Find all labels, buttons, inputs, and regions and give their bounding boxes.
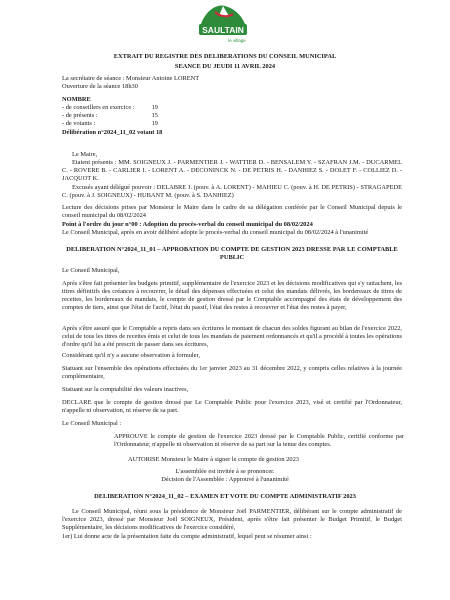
extract-title: EXTRAIT DU REGISTRE DES DELIBERATIONS DU CONSEIL MUNICIPAL — [113, 53, 337, 60]
deliberation-reference: Délibération n°2024_11_02 votant 18 — [62, 129, 163, 136]
council-decision-heading: Le Conseil Municipal : — [62, 420, 122, 427]
approve-clause: APPROUVE le compte de gestion de l'exercice 2023 dressé par le Comptable Public, certifié conforme par l'Ordonnateur, n'appelle ni observation ni réserve de sa part sur la tenue des comptes. — [114, 433, 404, 448]
mayor-line: Le Maire, — [72, 151, 98, 158]
secretary-line: La secrétaire de séance : Monsieur Antoine LORENT — [62, 75, 200, 82]
count-heading: NOMBRE — [62, 96, 91, 103]
deliberation-1-title: DELIBERATION N°2024_11_01 – APPROBATION DU COMPTE DE GESTION 2023 DRESSE PAR LE COMPTABLE PUBLIC — [66, 246, 398, 261]
saultain-logo — [193, 2, 253, 44]
opening-line: Ouverture de la séance 18h30 — [62, 83, 138, 90]
deliberation-1-paragraph: Considérant qu'il n'y a aucune observation à formuler, — [62, 352, 200, 359]
logo-text: SAULTAIN — [202, 25, 244, 35]
count-label: - de votants : — [62, 120, 96, 127]
council-line: Le Conseil Municipal, — [62, 267, 120, 274]
authorise-clause: AUTORISE Monsieur le Maire à signer le compte de gestion 2023 — [128, 456, 299, 463]
logo-graphic — [193, 2, 253, 44]
deliberation-1-paragraph: Statuant sur l'ensemble des opérations effectuées du 1er janvier 2023 au 31 décembre 2022, y compris celles relatives à la journée complémentaire, — [62, 365, 402, 380]
deliberation-1-paragraph: Statuant sur la comptabilité des valeurs inactives, — [62, 386, 189, 393]
logo-subtext: le village — [228, 38, 246, 43]
session-date: SEANCE DU JEUDI 11 AVRIL 2024 — [174, 63, 276, 70]
count-row — [62, 120, 158, 128]
deliberation-1-paragraph: Après s'être fait présenter les budgets primitif, supplémentaire de l'exercice 2023 et les décisions modificatives qui s'y rattachent, les titres définitifs des créances à recouvrer, le détail des dépenses effectuées et celui des mandats délivrés, les bordereaux de titres de recettes, les bordereaux de mandats, le compte de gestion dressé par le Comptable accompagné des états de développement des comptes de tiers, ainsi que l'état de l'actif, l'état du passif, l'état des restes à recouvrer et l'état des restes à payer, — [62, 280, 402, 311]
assembly-decision: Décision de l'Assemblée : Approuvé à l'unanimité — [161, 476, 289, 483]
present-members: Etaient présents : MM. SOIGNEUX J. - PARMENTIER J. - WATTIER D. - BENSALEM Y. - SZAFRAN J.M. - DUCARMEL C. - ROVERE B. - CARLIER I. - LORENT A. - DECONINCK N. - DE PETRIS H. - DANHIEZ S. - DOLET F. - COLLIEZ D. - JACQUOT K. — [62, 159, 402, 182]
count-label: - de présents : — [62, 112, 98, 119]
count-label: - de conseillers en exercice : — [62, 104, 135, 111]
deliberation-2-paragraph: Le Conseil Municipal, réuni sous la présidence de Monsieur Joël PARMENTIER, délibérant sur le compte administratif de l'exercice 2023, dressé par Monsieur Joël SOIGNEUX, Président, après s'être fait présenter le Budget Primitif, le Budget Supplémentaire, les décisions modificatives de l'exercice considéré, — [62, 508, 402, 531]
minutes-adoption: Le Conseil Municipal, après en avoir délibéré adopte le procès-verbal du conseil municipal du 08/02/2024 à l'unanimité — [62, 229, 369, 236]
count-row — [62, 112, 158, 120]
deliberation-2-title: DELIBERATION N°2024_11_02 – EXAMEN ET VOTE DU COMPTE ADMINISTRATIF 2023 — [94, 493, 356, 500]
deliberation-2-paragraph: 1er) Lui donne acte de la présentation faite du compte administratif, lequel peut se résumer ainsi : — [62, 533, 312, 540]
agenda-point-00: Point à l'ordre du jour n°00 : Adoption du procès-verbal du conseil municipal du 08/02/2024 — [62, 221, 313, 228]
assembly-invitation: L'assemblée est invitée à se prononcer. — [175, 468, 275, 475]
vote-counts — [62, 104, 158, 128]
count-row — [62, 104, 158, 112]
deliberation-1-declare: DECLARE que le compte de gestion dressé par Le Comptable Public pour l'exercice 2023, visé et certifié par l'Ordonnateur, n'appelle ni observation, ni réserve de sa part. — [62, 399, 402, 414]
deliberation-1-paragraph: Après s'être assuré que le Comptable a repris dans ses écritures le montant de chacun des soldes figurant au bilan de l'exercice 2022, celui de tous les titres de recettes émis et celui de tous les mandats de paiement ordonnancés et qu'il a procédé à toutes les opérations d'ordre qu'il lui a été prescrit de passer dans ses écritures, — [62, 325, 402, 348]
reading-decisions: Lecture des décisions prises par Monsieur le Maire dans le cadre de sa délégation conférée par le Conseil Municipal depuis le conseil municipal du 08/02/2024 — [62, 204, 402, 219]
count-value: 19 — [151, 104, 158, 111]
proxy-members: Excusés ayant délégué pouvoir : DELABRE J. (pouv. à A. LORENT) - MAHIEU C. (pouv. à H. DE PETRIS) - STRAGAPEDE C. (pouv. à J. SOIGNEUX) - HUBANT M. (pouv. à S. DANHIEZ) — [62, 184, 402, 199]
count-value: 19 — [151, 120, 158, 127]
count-value: 15 — [151, 112, 158, 119]
